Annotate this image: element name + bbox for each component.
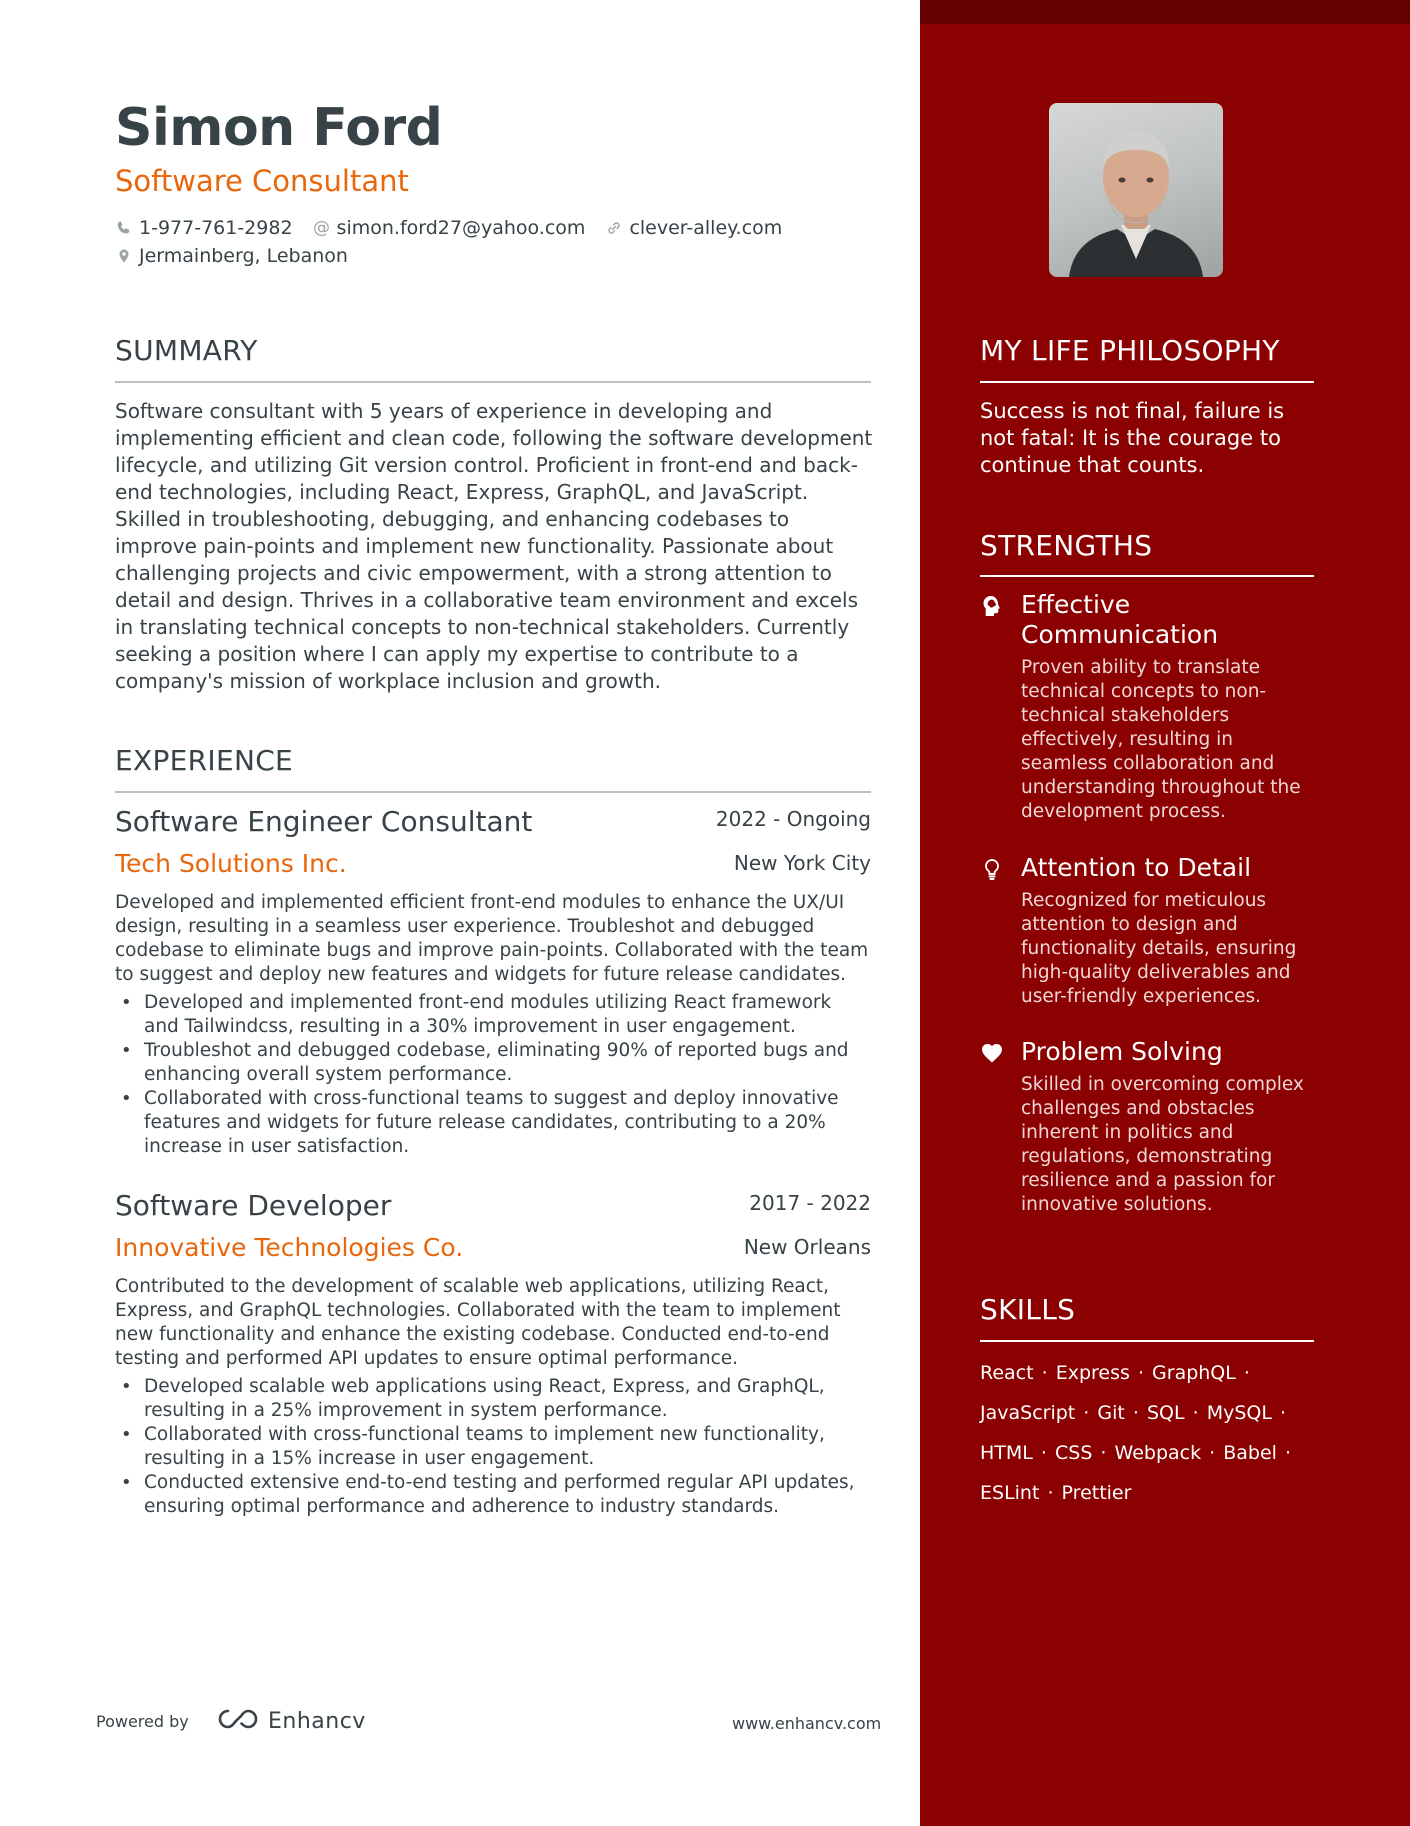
experience-role-2 [115,1189,871,1519]
summary-heading: SUMMARY [115,334,258,367]
role-bullet-list [115,1375,871,1519]
skill-item: React [980,1362,1034,1384]
skill-item: Git [1097,1402,1125,1424]
lightbulb-icon [980,857,1004,881]
phone-icon [115,219,133,237]
strength-item-communication [980,590,1320,824]
skill-item: Express [1055,1362,1130,1384]
strength-description: Proven ability to translate technical concepts to non-technical stakeholders effectively, resulting in seamless collaboration and understanding throughout the development process. [1021,657,1301,822]
role-bullet: • Collaborated with cross-functional teams to implement new functionality, resulting in a 15% increase in user engagement. [115,1423,871,1471]
footer-brand: Enhancv [268,1708,366,1734]
sidebar-top-bar [920,0,1410,24]
role-bullet: • Developed and implemented front-end modules utilizing React framework and Tailwindcss, resulting in a 30% improvement in user engagement. [115,991,871,1039]
skill-item: Babel [1223,1442,1277,1464]
footer-logo[interactable] [214,1706,366,1736]
skill-separator: · [1126,1402,1145,1424]
skill-item: JavaScript [980,1402,1076,1424]
strength-title: Effective Communication [1021,590,1219,649]
skill-item: HTML [980,1442,1033,1464]
footer-url[interactable]: www.enhancv.com [732,1714,882,1733]
skill-separator: · [1186,1402,1205,1424]
skill-item: ESLint [980,1482,1040,1504]
strengths-divider [980,575,1314,577]
philosophy-quote: Success is not final, failure is not fatal: It is the courage to continue that counts. [980,399,1285,477]
strength-item-detail [980,853,1320,1009]
at-sign-icon: @ [313,218,331,238]
skill-item: SQL [1146,1402,1185,1424]
candidate-name: Simon Ford [115,98,443,158]
strength-title: Attention to Detail [1021,853,1252,882]
experience-divider [115,791,871,793]
contact-email [313,217,586,239]
skills-heading: SKILLS [980,1293,1076,1326]
candidate-title: Software Consultant [115,164,409,198]
role-description: Contributed to the development of scalable web applications, utilizing React, Express, and GraphQL technologies. Collaborated with the team to implement new functionality and enhance the existing codebase. Conducted end-to-end testing and performed API updates to ensure optimal performance. [115,1276,841,1369]
skill-separator: · [1203,1442,1222,1464]
role-dates: 2022 - Ongoing [715,807,871,831]
enhancv-logo-icon [214,1706,262,1736]
experience-role-1 [115,805,871,1159]
role-description: Developed and implemented efficient front-end modules to enhance the UX/UI design, resulting in a seamless user experience. Troubleshot and debugged codebase to eliminate bugs and improve pain-points. Collaborated with the team to suggest and deploy new features and widgets for future release candidates. [115,892,869,985]
sidebar-column [920,0,1410,1826]
role-bullet: • Collaborated with cross-functional teams to suggest and deploy innovative features and widgets for future release candidates, contributing to a 20% increase in user satisfaction. [115,1087,871,1159]
head-brain-icon [980,594,1004,618]
strength-description: Recognized for meticulous attention to design and functionality details, ensuring high-quality deliverables and user-friendly experiences. [1021,890,1297,1007]
role-company: Innovative Technologies Co. [115,1233,464,1262]
footer-powered-by: Powered by [96,1712,189,1731]
location-text: Jermainberg, Lebanon [139,245,348,267]
summary-divider [115,381,871,383]
strength-item-problem-solving [980,1037,1320,1217]
strength-description: Skilled in overcoming complex challenges and obstacles inherent in politics and regulations, demonstrating resilience and a passion for innovative solutions. [1021,1074,1304,1215]
heart-icon [980,1041,1004,1065]
strengths-heading: STRENGTHS [980,529,1153,562]
role-bullet: • Troubleshot and debugged codebase, eliminating 90% of reported bugs and enhancing overall system performance. [115,1039,871,1087]
link-icon [605,219,623,237]
role-location: New Orleans [743,1235,871,1259]
role-bullet-list [115,991,871,1159]
skill-separator: · [1035,1362,1054,1384]
role-title: Software Developer [115,1189,392,1222]
role-location: New York City [733,851,871,875]
website-text[interactable]: clever-alley.com [629,217,783,239]
skill-item: GraphQL [1152,1362,1236,1384]
location-pin-icon [115,247,133,265]
experience-heading: EXPERIENCE [115,744,294,777]
philosophy-heading: MY LIFE PHILOSOPHY [980,334,1280,367]
skill-separator: · [1094,1442,1113,1464]
contact-location [115,245,348,267]
skill-item: Prettier [1061,1482,1132,1504]
philosophy-divider [980,381,1314,383]
skill-separator: · [1273,1402,1287,1424]
skill-separator: · [1237,1362,1250,1384]
role-bullet: • Conducted extensive end-to-end testing and performed regular API updates, ensuring optimal performance and adherence to industry standards. [115,1471,871,1519]
contact-row-secondary [115,245,368,267]
person-portrait-icon [1049,103,1223,277]
profile-photo [1049,103,1223,277]
skill-item: CSS [1055,1442,1093,1464]
skill-item: Webpack [1114,1442,1202,1464]
skill-item: MySQL [1206,1402,1272,1424]
skill-separator: · [1034,1442,1053,1464]
skills-list [980,1353,1310,1513]
skill-separator: · [1041,1482,1060,1504]
role-dates: 2017 - 2022 [749,1191,871,1215]
contact-row-primary [115,217,802,239]
contact-website [605,217,782,239]
skill-separator: · [1278,1442,1292,1464]
summary-text: Software consultant with 5 years of experience in developing and implementing efficient and clean code, following the software development lifecycle, and utilizing Git version control. Proficient in front-end and back-end technologies, including React, Express, GraphQL, and JavaScript. Skilled in troubleshooting, debugging, and enhancing codebases to improve pain-points and implement new functionality. Passionate about challenging projects and civic empowerment, with a strong attention to detail and design. Thrives in a collaborative team environment and excels in translating technical concepts to non-technical stakeholders. Currently seeking a position where I can apply my expertise to contribute to a company's mission of workplace inclusion and growth. [115,399,873,693]
skills-divider [980,1340,1314,1342]
skill-separator: · [1077,1402,1096,1424]
role-title: Software Engineer Consultant [115,805,533,838]
email-text[interactable]: simon.ford27@yahoo.com [336,217,586,239]
skill-separator: · [1131,1362,1151,1384]
phone-text[interactable]: 1-977-761-2982 [139,217,293,239]
strength-title: Problem Solving [1021,1037,1223,1066]
role-bullet: • Developed scalable web applications using React, Express, and GraphQL, resulting in a 25% improvement in system performance. [115,1375,871,1423]
contact-phone [115,217,293,239]
role-company: Tech Solutions Inc. [115,849,347,878]
